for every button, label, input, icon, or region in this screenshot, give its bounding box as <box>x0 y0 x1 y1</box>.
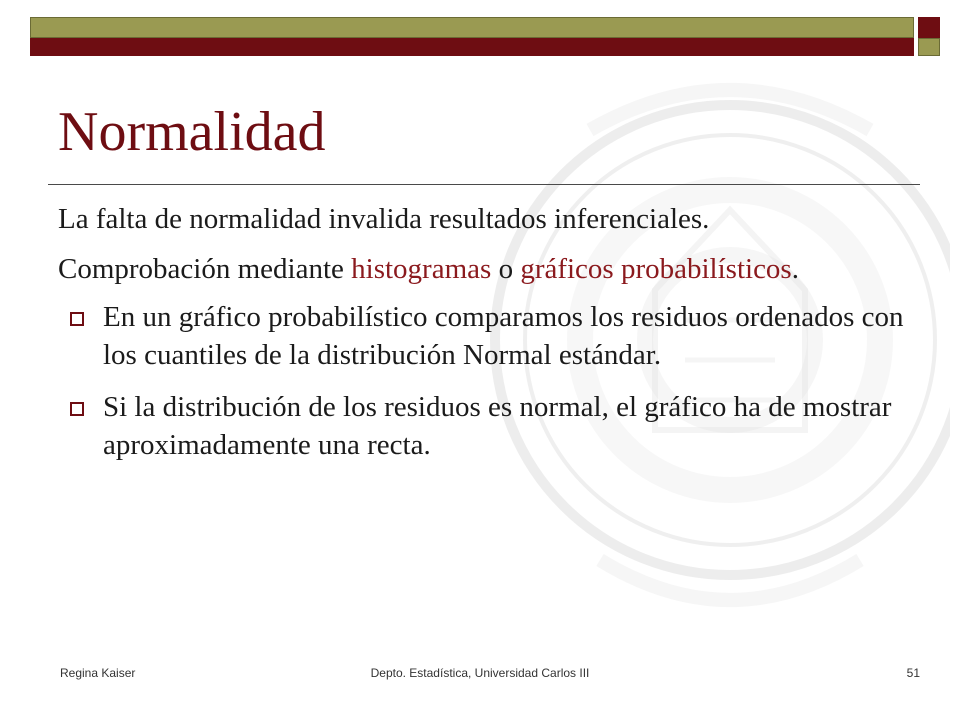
bullet-text: En un gráfico probabilístico comparamos los residuos ordenados con los cuantiles de la distribución Normal estándar. <box>103 301 904 371</box>
paragraph-normality-impact: La falta de normalidad invalida resultados inferenciales. <box>58 203 710 235</box>
paragraph-verification <box>58 250 918 288</box>
footer-page-number: 51 <box>906 666 920 680</box>
header-square-maroon <box>918 17 940 38</box>
slide-content <box>58 200 918 478</box>
hollow-square-bullet-icon <box>70 402 84 416</box>
bullet-item-probability-plot <box>58 298 918 374</box>
highlight-graficos-probabilisticos: gráficos probabilísticos <box>520 253 792 285</box>
highlight-histogramas: histogramas <box>351 253 492 285</box>
slide-title: Normalidad <box>58 101 326 163</box>
paragraph-verification-text: Comprobación mediante <box>58 253 352 285</box>
bullet-list <box>58 298 918 464</box>
footer-author: Regina Kaiser <box>60 666 136 680</box>
header-band-olive <box>30 17 914 38</box>
hollow-square-bullet-icon <box>70 312 84 326</box>
bullet-text: Si la distribución de los residuos es normal, el gráfico ha de mostrar aproximadamente una recta. <box>103 391 892 461</box>
title-divider <box>48 184 920 185</box>
bullet-item-straight-line <box>58 388 918 464</box>
footer-department: Depto. Estadística, Universidad Carlos III <box>370 666 590 680</box>
paragraph-verification-period: . <box>791 253 799 285</box>
paragraph-verification-connector: o <box>491 253 521 285</box>
